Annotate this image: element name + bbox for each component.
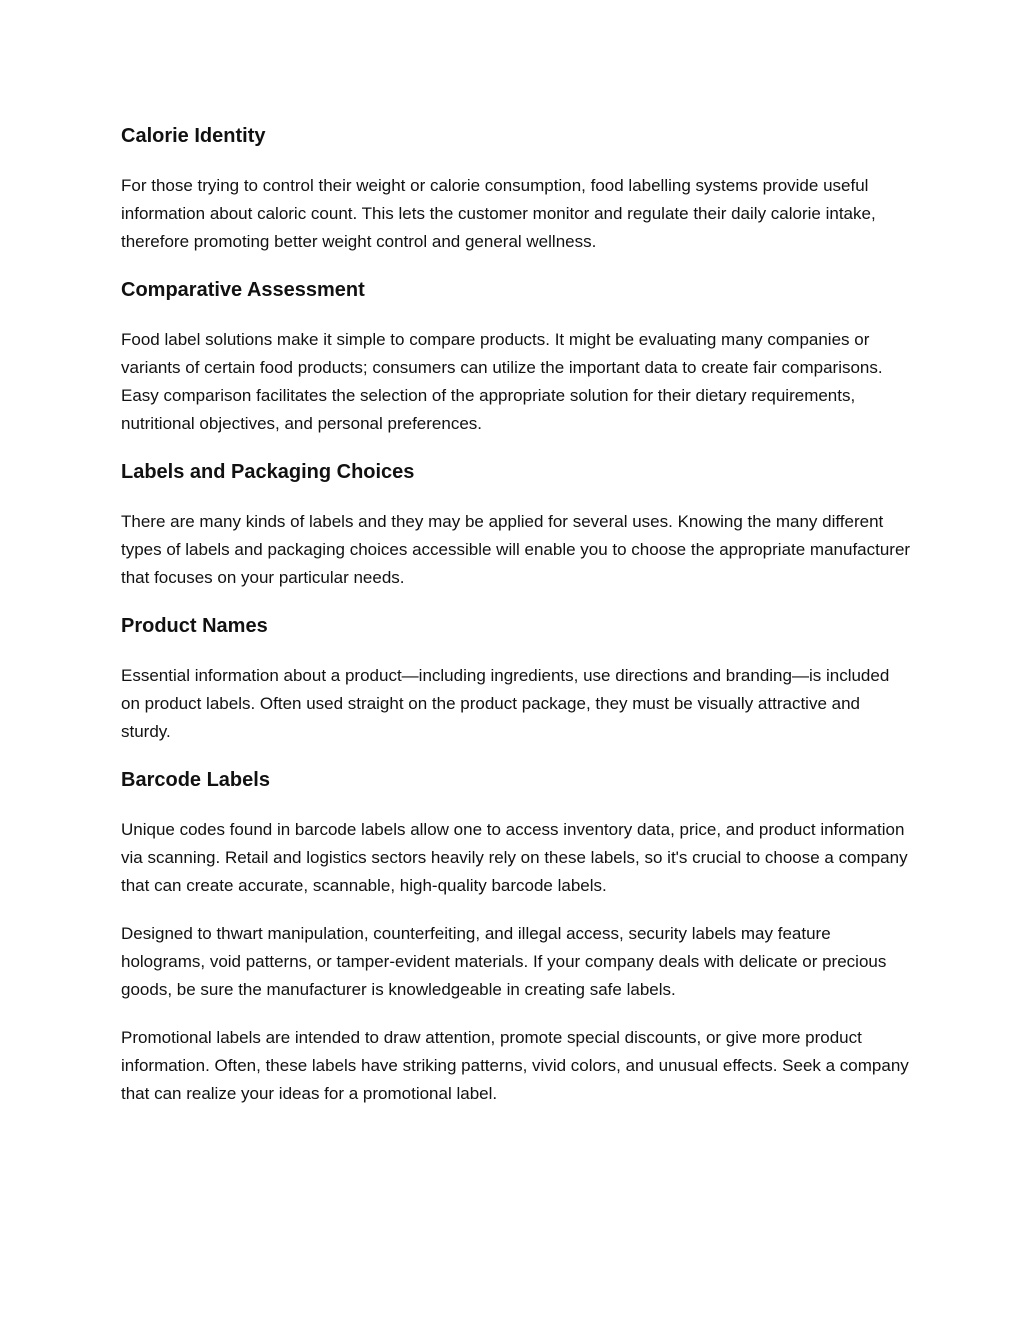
section-comparative-assessment (121, 276, 911, 438)
section-labels-packaging (121, 458, 911, 592)
section-calorie-identity (121, 122, 911, 256)
section-paragraph: Promotional labels are intended to draw attention, promote special discounts, or give more product information. Often, these labels have striking patterns, vivid colors, and unusual effects. Seek a company that can realize your ideas for a promotional label. (121, 1028, 909, 1103)
section-heading: Calorie Identity (121, 125, 266, 147)
section-barcode-labels (121, 766, 911, 1108)
section-heading: Product Names (121, 615, 268, 637)
section-heading: Comparative Assessment (121, 279, 365, 301)
section-product-names (121, 612, 911, 746)
section-paragraph: Designed to thwart manipulation, counterfeiting, and illegal access, security labels may feature holograms, void patterns, or tamper-evident materials. If your company deals with delicate or precious goods, be sure the manufacturer is knowledgeable in creating safe labels. (121, 924, 887, 999)
section-paragraph: Unique codes found in barcode labels allow one to access inventory data, price, and product information via scanning. Retail and logistics sectors heavily rely on these labels, so it's crucial to choose a company that can create accurate, scannable, high-quality barcode labels. (121, 820, 908, 895)
section-paragraph: There are many kinds of labels and they may be applied for several uses. Knowing the many different types of labels and packaging choices accessible will enable you to choose the appropriate manufacturer that focuses on your particular needs. (121, 512, 911, 587)
section-heading: Barcode Labels (121, 769, 270, 791)
section-paragraph: Food label solutions make it simple to compare products. It might be evaluating many companies or variants of certain food products; consumers can utilize the important data to create fair comparisons. Easy comparison facilitates the selection of the appropriate solution for their dietary requirements, nutritional objectives, and personal preferences. (121, 330, 883, 433)
section-paragraph: For those trying to control their weight or calorie consumption, food labelling systems provide useful information about caloric count. This lets the customer monitor and regulate their daily calorie intake, therefore promoting better weight control and general wellness. (121, 176, 876, 251)
document-page (121, 122, 911, 1128)
section-heading: Labels and Packaging Choices (121, 461, 415, 483)
section-paragraph: Essential information about a product—including ingredients, use directions and branding—is included on product labels. Often used straight on the product package, they must be visually attractive and sturdy. (121, 666, 890, 741)
